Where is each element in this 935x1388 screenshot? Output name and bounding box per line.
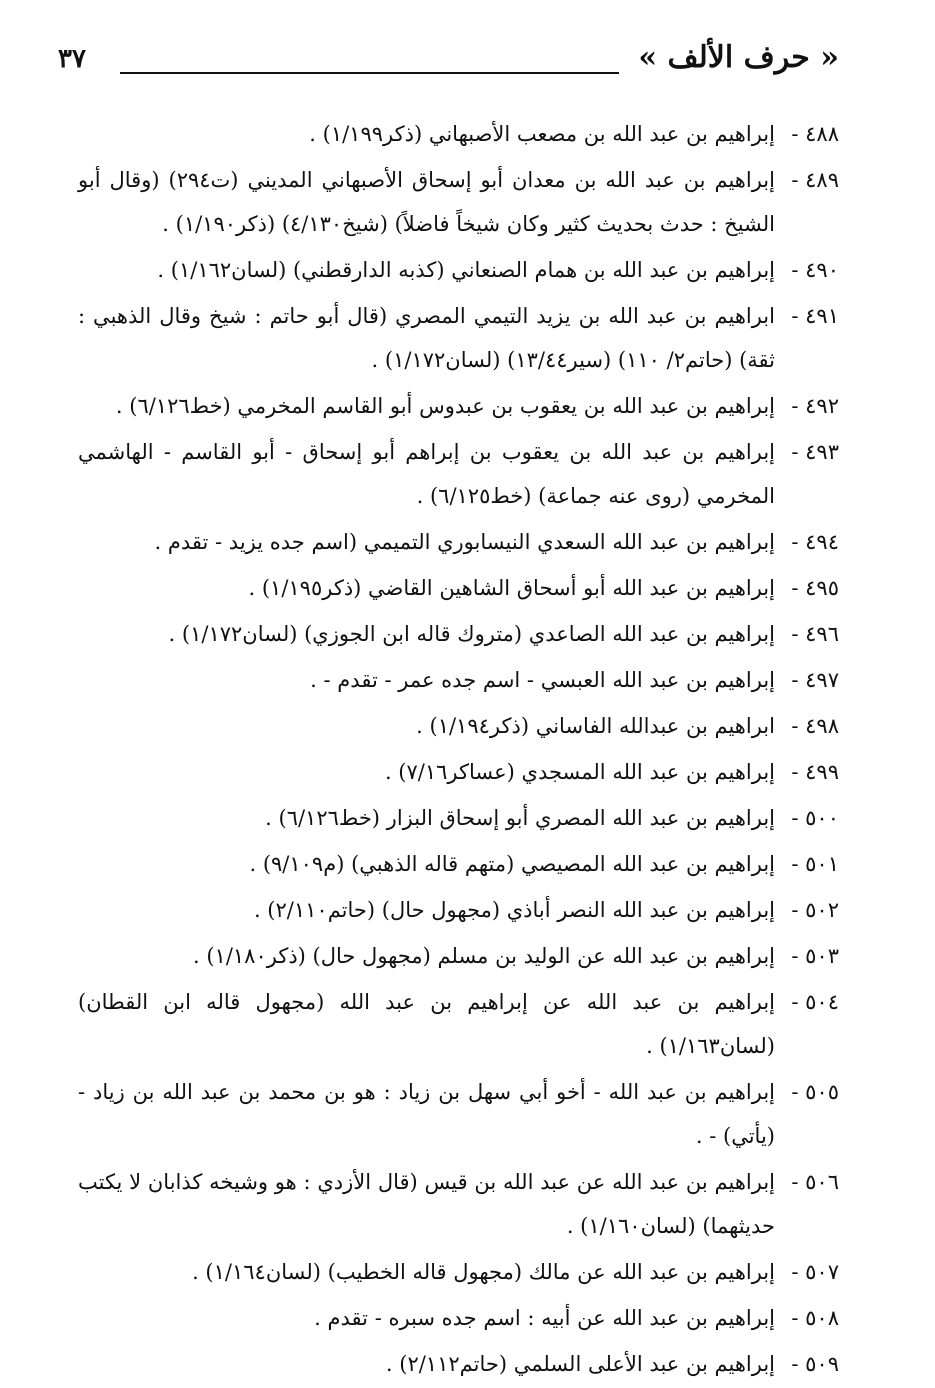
entry-number: ٤٩٤ - xyxy=(791,530,839,554)
entry-text: إبراهيم بن عبد الله المصري أبو إسحاق البزار (خط٦/١٢٦) . xyxy=(265,806,775,830)
header-rule xyxy=(120,72,619,74)
entry-number: ٥٠٥ - xyxy=(791,1080,839,1104)
chapter-title: « حرف الألف » xyxy=(638,40,839,75)
list-item xyxy=(78,704,839,748)
list-item xyxy=(78,1296,839,1340)
entry-text: إبراهيم بن عبد الله - أخو أبي سهل بن زياد : هو بن محمد بن عبد الله بن زياد - (يأتي) - . xyxy=(78,1080,775,1148)
list-item xyxy=(78,1070,839,1158)
entry-number: ٤٩٣ - xyxy=(791,440,839,464)
list-item xyxy=(78,796,839,840)
entry-number: ٥٠٩ - xyxy=(791,1352,839,1376)
list-item xyxy=(78,888,839,932)
entry-number: ٤٩٩ - xyxy=(791,760,839,784)
entry-text: ابراهيم بن عبدالله الفاساني (ذكر١/١٩٤) . xyxy=(416,714,775,738)
entry-number: ٤٩٠ - xyxy=(791,258,839,282)
entry-text: إبراهيم بن عبد الأعلى السلمي (حاتم٢/١١٢) . xyxy=(385,1352,775,1376)
list-item xyxy=(78,294,839,382)
entry-text: إبراهيم بن عبد الله الصاعدي (متروك قاله ابن الجوزي) (لسان١/١٧٢) . xyxy=(168,622,775,646)
list-item xyxy=(78,612,839,656)
entry-number: ٥٠٢ - xyxy=(791,898,839,922)
entry-number: ٤٩١ - xyxy=(791,304,839,328)
entry-number: ٤٩٢ - xyxy=(791,394,839,418)
entry-number: ٤٨٩ - xyxy=(791,168,839,192)
entry-text: ابراهيم بن عبد الله بن يزيد التيمي المصري (قال أبو حاتم : شيخ وقال الذهبي : ثقة) (حاتم٢/ ١١٠) (سير١٣/٤٤) (لسان١/١٧٢) . xyxy=(78,304,775,372)
entry-number: ٤٩٦ - xyxy=(791,622,839,646)
entry-text: إبراهيم بن عبد الله عن مالك (مجهول قاله الخطيب) (لسان١/١٦٤) . xyxy=(192,1260,775,1284)
list-item xyxy=(78,842,839,886)
entry-number: ٤٩٥ - xyxy=(791,576,839,600)
list-item xyxy=(78,248,839,292)
entry-text: إبراهيم بن عبد الله بن معدان أبو إسحاق الأصبهاني المديني (ت٢٩٤) (وقال أبو الشيخ : حدث بحديث كثير وكان شيخاً فاضلاً) (شيخ٤/١٣٠) (ذكر١/١٩٠) . xyxy=(78,168,775,236)
list-item xyxy=(78,980,839,1068)
entry-text: إبراهيم بن عبد الله عن إبراهيم بن عبد الله (مجهول قاله ابن القطان) (لسان١/١٦٣) . xyxy=(78,990,775,1058)
list-item xyxy=(78,384,839,428)
page-header xyxy=(58,40,839,90)
entry-text: إبراهيم بن عبد الله بن همام الصنعاني (كذبه الدارقطني) (لسان١/١٦٢) . xyxy=(157,258,775,282)
entry-number: ٤٩٨ - xyxy=(791,714,839,738)
entry-number: ٥٠٣ - xyxy=(791,944,839,968)
list-item xyxy=(78,1160,839,1248)
list-item xyxy=(78,750,839,794)
entry-number: ٥٠٨ - xyxy=(791,1306,839,1330)
entry-text: إبراهيم بن عبد الله بن مصعب الأصبهاني (ذكر١/١٩٩) . xyxy=(309,122,775,146)
entry-number: ٥٠٠ - xyxy=(791,806,839,830)
entry-text: إبراهيم بن عبد الله أبو أسحاق الشاهين القاضي (ذكر١/١٩٥) . xyxy=(248,576,775,600)
list-item xyxy=(78,112,839,156)
entry-number: ٥٠١ - xyxy=(791,852,839,876)
entry-text: إبراهيم بن عبد الله عن الوليد بن مسلم (مجهول حال) (ذكر١/١٨٠) . xyxy=(193,944,775,968)
list-item xyxy=(78,566,839,610)
list-item xyxy=(78,934,839,978)
entry-text: إبراهيم بن عبد الله بن يعقوب بن إبراهم أبو إسحاق - أبو القاسم - الهاشمي المخرمي (روى عنه جماعة) (خط٦/١٢٥) . xyxy=(78,440,775,508)
entry-list xyxy=(78,112,839,1388)
entry-number: ٥٠٦ - xyxy=(791,1170,839,1194)
list-item xyxy=(78,520,839,564)
entry-number: ٤٩٧ - xyxy=(791,668,839,692)
entry-number: ٤٨٨ - xyxy=(791,122,839,146)
list-item xyxy=(78,430,839,518)
list-item xyxy=(78,1250,839,1294)
entry-text: إبراهيم بن عبد الله العبسي - اسم جده عمر - تقدم - . xyxy=(310,668,775,692)
entry-text: إبراهيم بن عبد الله عن عبد الله بن قيس (قال الأزدي : هو وشيخه كذابان لا يكتب حديثهما) (لسان١/١٦٠) . xyxy=(78,1170,775,1238)
entry-text: إبراهيم بن عبد الله بن يعقوب بن عبدوس أبو القاسم المخرمي (خط٦/١٢٦) . xyxy=(115,394,775,418)
list-item xyxy=(78,158,839,246)
entry-number: ٥٠٤ - xyxy=(791,990,839,1014)
entry-text: إبراهيم بن عبد الله المسجدي (عساكر٧/١٦) . xyxy=(384,760,775,784)
entry-text: إبراهيم بن عبد الله السعدي النيسابوري التميمي (اسم جده يزيد - تقدم . xyxy=(154,530,775,554)
list-item xyxy=(78,658,839,702)
page-number: ٣٧ xyxy=(58,44,86,74)
entry-text: إبراهيم بن عبد الله عن أبيه : اسم جده سبره - تقدم . xyxy=(314,1306,775,1330)
entry-text: إبراهيم بن عبد الله النصر أباذي (مجهول حال) (حاتم٢/١١٠) . xyxy=(253,898,775,922)
entry-text: إبراهيم بن عبد الله المصيصي (متهم قاله الذهبي) (م٩/١٠٩) . xyxy=(249,852,775,876)
entry-number: ٥٠٧ - xyxy=(791,1260,839,1284)
